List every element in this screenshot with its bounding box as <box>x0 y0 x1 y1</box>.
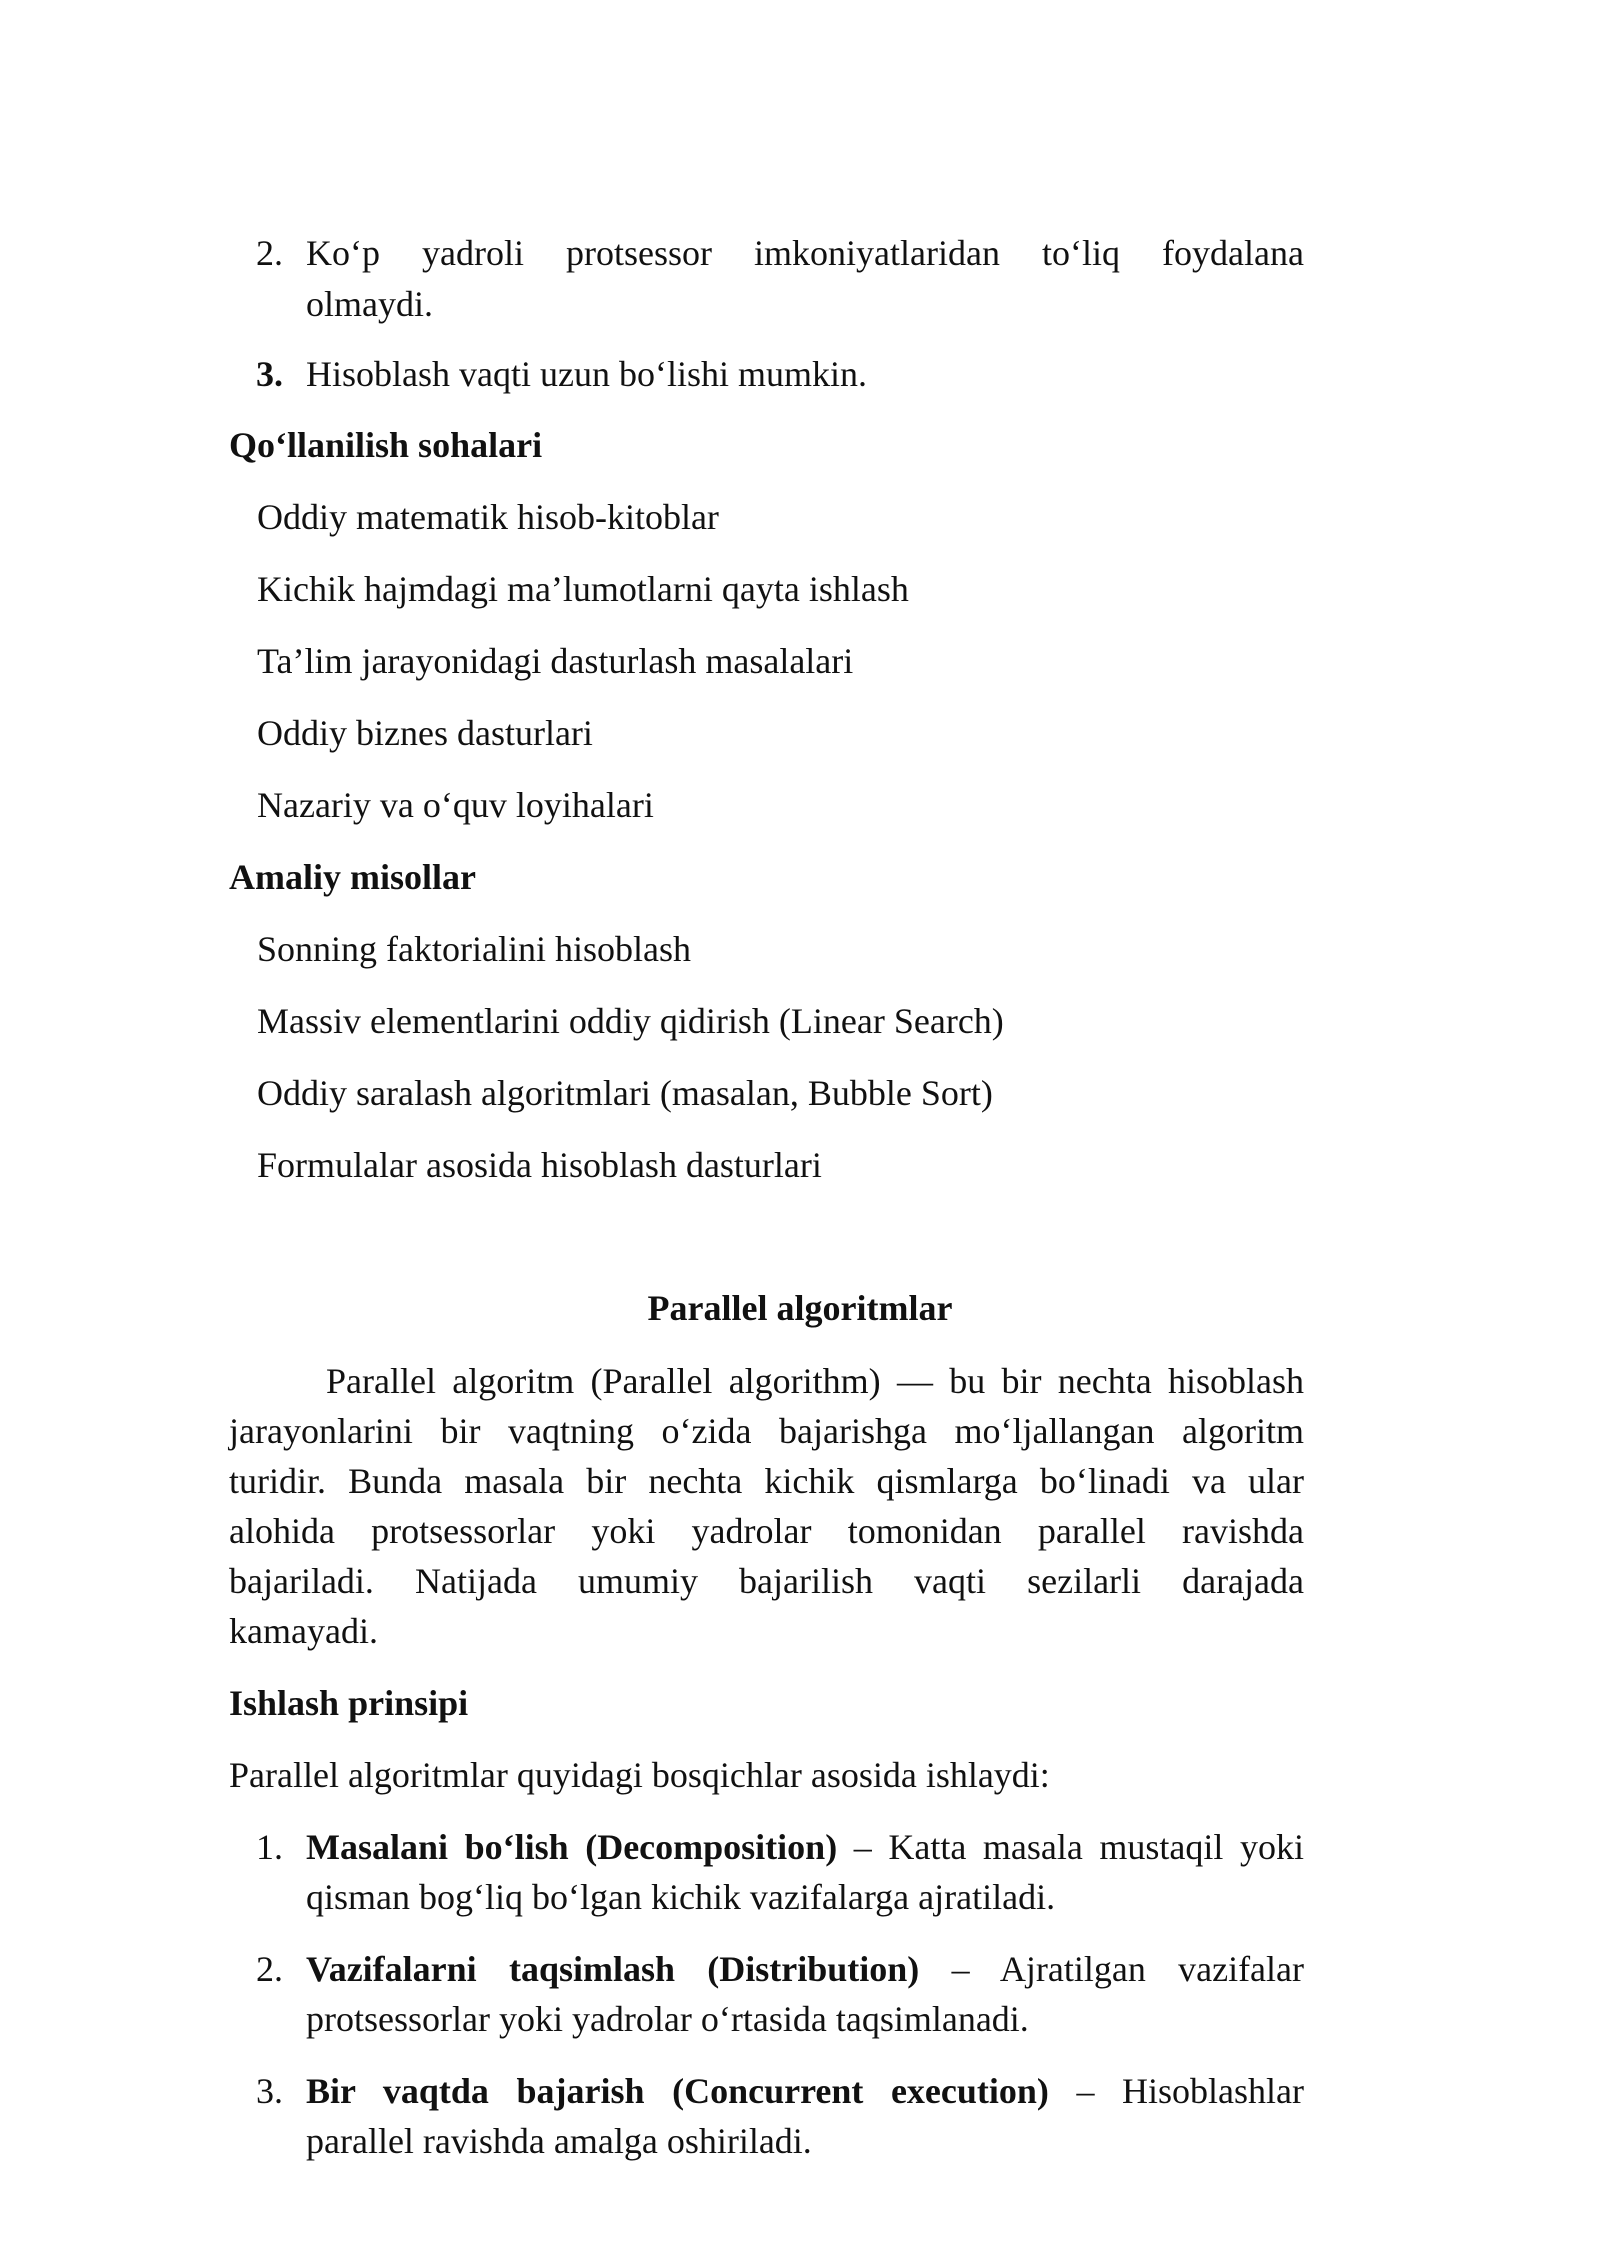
section-heading: Qo‘llanilish sohalari <box>229 425 543 465</box>
list-item: Sonning faktorialini hisoblash <box>257 929 691 969</box>
list-item-text: Hisoblash vaqti uzun bo‘lishi mumkin. <box>306 354 867 394</box>
paragraph-line: alohida protsessorlar yoki yadrolar tomonidan parallel ravishda <box>229 1511 1304 1551</box>
section-heading: Ishlash prinsipi <box>229 1683 469 1723</box>
step-term: Masalani bo‘lish (Decomposition) <box>306 1827 838 1867</box>
section-title: Parallel algoritmlar <box>647 1288 953 1328</box>
paragraph-line: bajariladi. Natijada umumiy bajarilish vaqti sezilarli darajada <box>229 1561 1304 1601</box>
paragraph-line: turidir. Bunda masala bir nechta kichik qismlarga bo‘linadi va ular <box>229 1461 1304 1501</box>
step-line: qisman bog‘liq bo‘lgan kichik vazifalarga ajratiladi. <box>306 1877 1056 1917</box>
list-item: Ta’lim jarayonidagi dasturlash masalalari <box>257 641 854 681</box>
step-line <box>306 1822 1304 1872</box>
paragraph-line: jarayonlarini bir vaqtning o‘zida bajarishga mo‘ljallangan algoritm <box>229 1411 1304 1451</box>
paragraph-line: Parallel algoritm (Parallel algorithm) — bu bir nechta hisoblash <box>326 1361 1304 1401</box>
step-desc: – Hisoblashlar <box>1048 2071 1304 2111</box>
step-term: Bir vaqtda bajarish (Concurrent execution) <box>306 2071 1049 2111</box>
step-line <box>306 1944 1304 1994</box>
step-line: protsessorlar yoki yadrolar o‘rtasida taqsimlanadi. <box>306 1999 1029 2039</box>
step-desc: – Katta masala mustaqil yoki <box>837 1827 1304 1867</box>
list-number: 2. <box>256 233 283 273</box>
step-line: parallel ravishda amalga oshiriladi. <box>306 2121 812 2161</box>
list-item-text: olmaydi. <box>306 284 433 324</box>
list-item: Nazariy va o‘quv loyihalari <box>257 785 654 825</box>
list-item: Formulalar asosida hisoblash dasturlari <box>257 1145 822 1185</box>
list-item-text: Ko‘p yadroli protsessor imkoniyatlaridan to‘liq foydalana <box>306 233 1304 273</box>
list-number: 2. <box>256 1949 283 1989</box>
list-item: Massiv elementlarini oddiy qidirish (Linear Search) <box>257 1001 1004 1041</box>
paragraph-line: kamayadi. <box>229 1611 378 1651</box>
intro-text: Parallel algoritmlar quyidagi bosqichlar asosida ishlaydi: <box>229 1755 1050 1795</box>
list-item: Oddiy saralash algoritmlari (masalan, Bubble Sort) <box>257 1073 993 1113</box>
list-item: Oddiy matematik hisob-kitoblar <box>257 497 719 537</box>
list-item: Kichik hajmdagi ma’lumotlarni qayta ishlash <box>257 569 909 609</box>
step-line <box>306 2066 1304 2116</box>
list-number: 3. <box>256 2071 283 2111</box>
list-item: Oddiy biznes dasturlari <box>257 713 593 753</box>
step-desc: – Ajratilgan vazifalar <box>919 1949 1305 1989</box>
list-number: 3. <box>256 354 283 394</box>
list-number: 1. <box>256 1827 283 1867</box>
step-term: Vazifalarni taqsimlash (Distribution) <box>306 1949 920 1989</box>
section-heading: Amaliy misollar <box>229 857 476 897</box>
